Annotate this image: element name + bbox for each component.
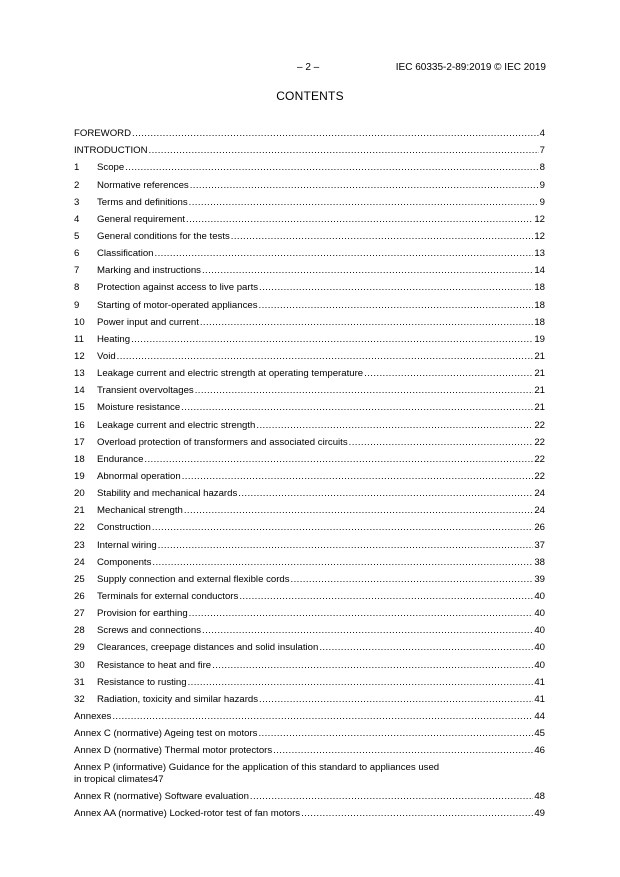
toc-entry[interactable] (74, 569, 545, 586)
toc-entry-text: Provision for earthing (97, 608, 188, 620)
leader-dots (200, 317, 533, 329)
toc-entry[interactable] (74, 672, 545, 689)
toc-entry[interactable] (74, 192, 545, 209)
toc-entry-number: 32 (74, 693, 85, 705)
leader-dots (186, 214, 533, 226)
leader-dots (259, 694, 533, 706)
toc-entry-annex-p[interactable] (74, 757, 545, 786)
toc-entry-number: 30 (74, 659, 85, 671)
toc-entry-page: 40 (534, 625, 545, 637)
toc-entry[interactable] (74, 226, 545, 243)
toc-entry[interactable] (74, 786, 545, 803)
toc-entry-text: Leakage current and electric strength at operating temperature (97, 368, 364, 380)
toc-entry-number: 20 (74, 488, 85, 500)
toc-entry[interactable] (74, 260, 545, 277)
toc-entry[interactable] (74, 397, 545, 414)
leader-dots (152, 557, 533, 569)
leader-dots (250, 791, 533, 803)
toc-entry-number: 18 (74, 453, 85, 465)
leader-dots (112, 711, 533, 723)
toc-entry-text: Annexes (74, 710, 112, 722)
toc-entry-text: General conditions for the tests (97, 230, 230, 242)
toc-entry-page: 21 (534, 385, 545, 397)
toc-entry-text: General requirement (97, 213, 185, 225)
toc-entry-number: 14 (74, 385, 85, 397)
toc-entry-text: Void (97, 350, 116, 362)
toc-entry-number: 8 (74, 282, 80, 294)
toc-entry-number: 28 (74, 625, 85, 637)
toc-entry-page: 48 (534, 791, 545, 803)
toc-entry-text: Annex C (normative) Ageing test on motors (74, 728, 258, 740)
toc-entry[interactable] (74, 534, 545, 551)
toc-entry[interactable] (74, 209, 545, 226)
toc-entry-page: 21 (534, 402, 545, 414)
leader-dots (291, 574, 534, 586)
toc-entry-number: 17 (74, 436, 85, 448)
toc-entry-page: 49 (534, 808, 545, 820)
toc-entry-text: Endurance (97, 453, 144, 465)
table-of-contents (74, 123, 545, 820)
toc-entry-page: 18 (534, 316, 545, 328)
leader-dots (195, 385, 534, 397)
toc-entry-page: 40 (534, 659, 545, 671)
toc-entry-page: 40 (534, 590, 545, 602)
toc-entry-text: Starting of motor-operated appliances (97, 299, 258, 311)
toc-entry[interactable] (74, 740, 545, 757)
toc-entry-page: 41 (534, 676, 545, 688)
toc-entry[interactable] (74, 723, 545, 740)
toc-entry-text: Annex P (informative) Guidance for the application of this standard to appliances used (74, 762, 440, 774)
toc-entry-page: 18 (534, 282, 545, 294)
toc-entry-number: 24 (74, 556, 85, 568)
toc-entry-number: 19 (74, 470, 85, 482)
toc-entry-page: 22 (534, 419, 545, 431)
toc-entry[interactable] (74, 620, 545, 637)
toc-entry-text: Supply connection and external flexible cords (97, 573, 290, 585)
leader-dots (144, 454, 533, 466)
toc-entry[interactable] (74, 552, 545, 569)
leader-dots (184, 505, 533, 517)
toc-entry[interactable] (74, 466, 545, 483)
leader-dots (125, 162, 538, 174)
toc-entry-text: Terms and definitions (97, 196, 188, 208)
leader-dots (188, 677, 534, 689)
leader-dots (259, 282, 533, 294)
leader-dots (202, 265, 533, 277)
leader-dots (190, 180, 539, 192)
toc-entry-text: Stability and mechanical hazards (97, 488, 238, 500)
toc-entry-page: 9 (539, 196, 545, 208)
leader-dots (349, 437, 534, 449)
toc-entry[interactable] (74, 689, 545, 706)
toc-entry-number: 31 (74, 676, 85, 688)
toc-entry-text: Annex R (normative) Software evaluation (74, 791, 249, 803)
toc-entry[interactable] (74, 312, 545, 329)
toc-entry-number: 2 (74, 179, 80, 191)
toc-entry[interactable] (74, 414, 545, 431)
toc-entry-page: 12 (534, 230, 545, 242)
toc-entry-page: 39 (534, 573, 545, 585)
toc-entry-text: Abnormal operation (97, 470, 181, 482)
toc-entry-page: 12 (534, 213, 545, 225)
toc-entry-page: 37 (534, 539, 545, 551)
leader-dots (273, 745, 533, 757)
toc-entry-page: 26 (534, 522, 545, 534)
toc-entry[interactable] (74, 586, 545, 603)
toc-entry-page: 40 (534, 608, 545, 620)
toc-entry-page: 22 (534, 470, 545, 482)
toc-entry-text: Construction (97, 522, 151, 534)
toc-entry[interactable] (74, 277, 545, 294)
toc-entry-number: 5 (74, 230, 80, 242)
toc-entry-number: 3 (74, 196, 80, 208)
toc-entry-text: Internal wiring (97, 539, 157, 551)
toc-entry-text: Clearances, creepage distances and solid insulation (97, 642, 319, 654)
toc-entry-page: 18 (534, 299, 545, 311)
toc-entry-number: 7 (74, 265, 80, 277)
toc-entry-text: Resistance to rusting (97, 676, 187, 688)
toc-entry-page: 19 (534, 333, 545, 345)
leader-dots (239, 591, 533, 603)
leader-dots (152, 522, 533, 534)
toc-entry-page: 40 (534, 642, 545, 654)
toc-entry-page: 44 (534, 710, 545, 722)
toc-entry[interactable] (74, 500, 545, 517)
leader-dots (258, 728, 533, 740)
leader-dots (189, 608, 534, 620)
toc-entry-text: Annex D (normative) Thermal motor protectors (74, 745, 273, 757)
toc-entry[interactable] (74, 380, 545, 397)
toc-entry-text: Components (97, 556, 152, 568)
toc-entry-text: Moisture resistance (97, 402, 181, 414)
toc-entry[interactable] (74, 157, 545, 174)
leader-dots (301, 808, 533, 820)
toc-entry-text: Terminals for external conductors (97, 590, 239, 602)
toc-entry-text: Resistance to heat and fire (97, 659, 212, 671)
toc-entry-number: 26 (74, 590, 85, 602)
leader-dots (259, 300, 534, 312)
toc-entry-page: 41 (534, 693, 545, 705)
leader-dots (231, 231, 534, 243)
toc-entry[interactable] (74, 140, 545, 157)
toc-entry[interactable] (74, 803, 545, 820)
toc-entry-text: Overload protection of transformers and associated circuits (97, 436, 348, 448)
leader-dots (117, 351, 534, 363)
toc-entry-number: 22 (74, 522, 85, 534)
toc-entry[interactable] (74, 706, 545, 723)
toc-entry-number: 13 (74, 368, 85, 380)
page-header (0, 62, 620, 76)
leader-dots (181, 402, 533, 414)
toc-entry[interactable] (74, 637, 545, 654)
toc-entry-number: 27 (74, 608, 85, 620)
toc-entry[interactable] (74, 294, 545, 311)
toc-entry-text: Radiation, toxicity and similar hazards (97, 693, 259, 705)
toc-entry[interactable] (74, 603, 545, 620)
leader-dots (132, 128, 539, 140)
toc-entry-text: Leakage current and electric strength (97, 419, 256, 431)
toc-entry[interactable] (74, 432, 545, 449)
toc-entry-page: 22 (534, 436, 545, 448)
toc-entry[interactable] (74, 517, 545, 534)
toc-entry[interactable] (74, 346, 545, 363)
toc-entry-text: Transient overvoltages (97, 385, 194, 397)
leader-dots (182, 471, 534, 483)
toc-entry-page: 13 (534, 248, 545, 260)
toc-entry-number: 11 (74, 333, 84, 345)
leader-dots (189, 197, 539, 209)
toc-entry-page: 38 (534, 556, 545, 568)
toc-entry-number: 1 (74, 162, 80, 174)
toc-entry-text: Power input and current (97, 316, 199, 328)
toc-entry-number: 29 (74, 642, 85, 654)
toc-entry-text: INTRODUCTION (74, 145, 148, 157)
toc-entry-number: 25 (74, 573, 85, 585)
leader-dots (212, 660, 533, 672)
toc-entry-page: 14 (534, 265, 545, 277)
toc-entry-text: Scope (97, 162, 125, 174)
toc-entry[interactable] (74, 123, 545, 140)
toc-entry-text: Marking and instructions (97, 265, 201, 277)
toc-entry-text: Annex AA (normative) Locked-rotor test of fan motors (74, 808, 301, 820)
toc-entry[interactable] (74, 449, 545, 466)
toc-entry-number: 10 (74, 316, 85, 328)
toc-entry[interactable] (74, 174, 545, 191)
toc-entry[interactable] (74, 243, 545, 260)
leader-dots (131, 334, 533, 346)
toc-entry[interactable] (74, 483, 545, 500)
toc-entry-page: 24 (534, 488, 545, 500)
toc-entry-text: Mechanical strength (97, 505, 183, 517)
toc-entry-page: 8 (539, 162, 545, 174)
toc-entry[interactable] (74, 329, 545, 346)
toc-entry-text: Protection against access to live parts (97, 282, 259, 294)
toc-entry-page: 45 (534, 728, 545, 740)
toc-entry-number: 15 (74, 402, 85, 414)
leader-dots (319, 642, 533, 654)
toc-entry-number: 4 (74, 213, 80, 225)
toc-entry-text: Heating (97, 333, 131, 345)
page-title: CONTENTS (276, 89, 344, 103)
toc-entry-page: 4 (539, 128, 545, 140)
toc-entry-page: 47 (152, 774, 164, 786)
toc-entry[interactable] (74, 654, 545, 671)
toc-entry-number: 9 (74, 299, 80, 311)
toc-entry-number: 21 (74, 505, 85, 517)
toc-entry-page: 24 (534, 505, 545, 517)
toc-entry-number: 6 (74, 248, 80, 260)
toc-entry-page: 21 (534, 368, 545, 380)
toc-entry-page: 21 (534, 350, 545, 362)
toc-entry-text: Normative references (97, 179, 189, 191)
toc-entry-page: 7 (539, 145, 545, 157)
toc-entry-text: Classification (97, 248, 154, 260)
toc-entry-text: FOREWORD (74, 128, 132, 140)
toc-entry-number: 12 (74, 350, 85, 362)
leader-dots (149, 145, 539, 157)
toc-entry-page: 9 (539, 179, 545, 191)
leader-dots (238, 488, 533, 500)
toc-entry-text: Screws and connections (97, 625, 201, 637)
document-id: IEC 60335-2-89:2019 © IEC 2019 (395, 62, 546, 73)
toc-entry-number: 16 (74, 419, 85, 431)
toc-entry-page: 22 (534, 453, 545, 465)
toc-entry-text-continued: in tropical climates (74, 774, 153, 786)
leader-dots (158, 540, 534, 552)
leader-dots (202, 625, 533, 637)
page-number: – 2 – (297, 62, 320, 73)
toc-entry[interactable] (74, 363, 545, 380)
toc-entry-page: 46 (534, 745, 545, 757)
leader-dots (155, 248, 534, 260)
leader-dots (364, 368, 533, 380)
toc-entry-number: 23 (74, 539, 85, 551)
leader-dots (256, 420, 533, 432)
